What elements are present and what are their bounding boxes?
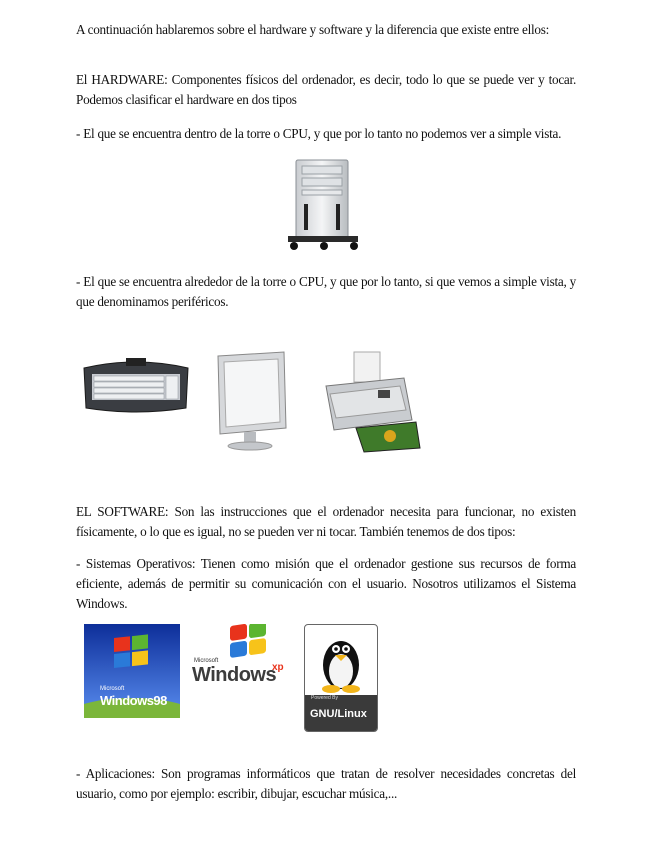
- winxp-microsoft-text: Microsoft: [194, 658, 219, 664]
- hardware-type-internal: - El que se encuentra dentro de la torre o CPU, y que por lo tanto no podemos ver a simple vista.: [76, 126, 562, 141]
- software-definition: EL SOFTWARE: Son las instrucciones que el ordenador necesita para funcionar, no existen físicamente, o lo que es igual, no se pueden ver ni tocar. También tenemos de dos tipos:: [76, 504, 576, 539]
- hardware-type-peripherals: - El que se encuentra alrededor de la torre o CPU, y que por lo tanto, si que vemos a simple vista, y que denominamos periféricos.: [76, 274, 576, 309]
- linux-powered-by-text: Powered By: [311, 695, 338, 701]
- win98-microsoft-text: Microsoft: [100, 686, 125, 692]
- windows-xp-logo: [190, 624, 290, 690]
- winxp-xp-text: xp: [272, 662, 284, 673]
- keyboard-image: [80, 350, 192, 416]
- winxp-windows-text: Windows: [192, 664, 277, 686]
- intro-paragraph: A continuación hablaremos sobre el hardware y software y la diferencia que existe entre ellos:: [76, 22, 550, 37]
- software-type-operating-systems: - Sistemas Operativos: Tienen como misión que el ordenador gestione sus recursos de forma eficiente, además de permitir su comunicación con el usuario. Nosotros utilizamos el Sistema Windows.: [76, 556, 576, 611]
- printer-image: [320, 350, 424, 454]
- win98-windows-text: Windows98: [100, 693, 167, 708]
- hardware-definition: El HARDWARE: Componentes físicos del ordenador, es decir, todo lo que se puede ver y tocar. Podemos clasificar el hardware en dos tipos: [76, 72, 576, 107]
- linux-gnu-linux-text: GNU/Linux: [310, 708, 367, 720]
- windows98-logo: [84, 624, 180, 718]
- cpu-tower-image: [284, 156, 364, 252]
- monitor-image: [206, 350, 292, 452]
- software-type-applications: - Aplicaciones: Son programas informáticos que tratan de resolver necesidades concretas del usuario, como por ejemplo: escribir, dibujar, escuchar música,...: [76, 766, 576, 801]
- gnu-linux-logo: [304, 624, 378, 732]
